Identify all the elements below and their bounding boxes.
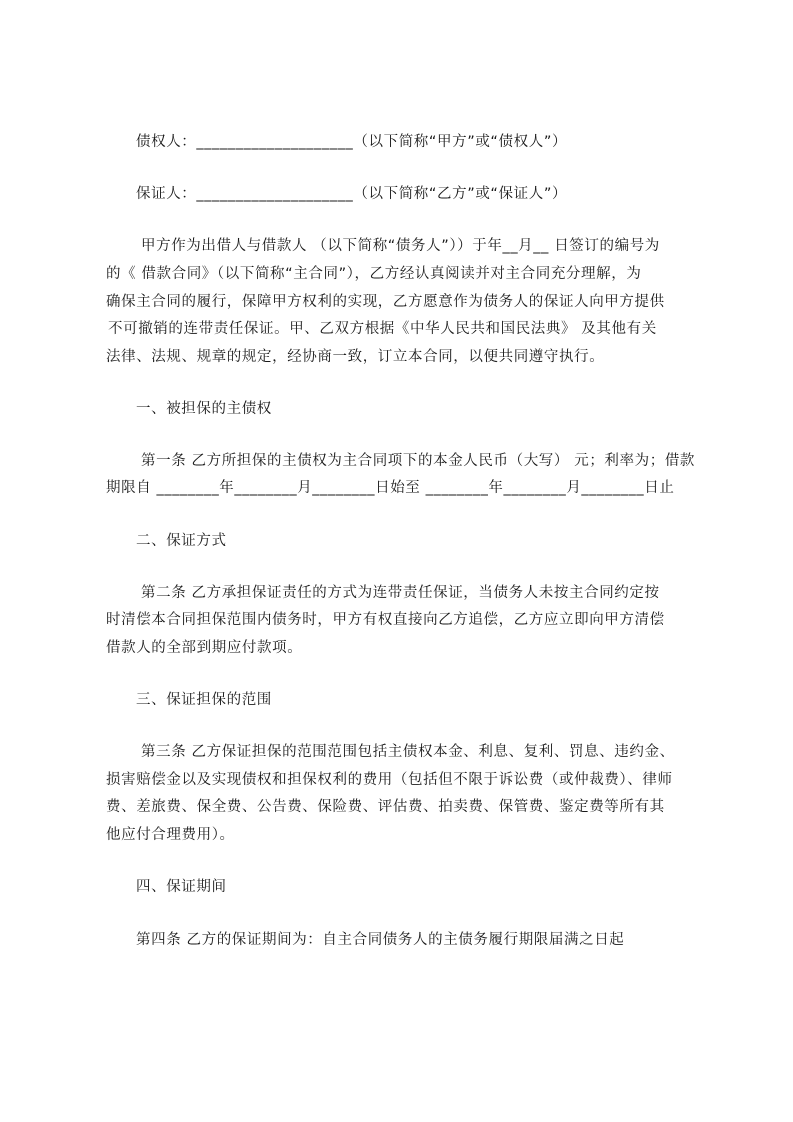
preamble-line-3: 确保主合同的履行，保障甲方权利的实现，乙方愿意作为债务人的保证人向甲方提供 <box>106 294 665 310</box>
article-3-line-4: 他应付合理费用）。 <box>106 827 235 843</box>
article-3-line-2: 损害赔偿金以及实现债权和担保权利的费用（包括但不限于诉讼费（或仲裁费）、律师 <box>106 772 673 788</box>
guarantor-line: 保证人：____________________（以下简称“乙方”或“保证人”） <box>136 186 568 202</box>
preamble-line-4: 不可撤销的连带责任保证。甲、乙双方根据《中华人民共和国民法典》 及其他有关 <box>108 321 657 337</box>
article-4-line-1: 第四条 乙方的保证期间为：自主合同债务人的主债务履行期限届满之日起 <box>136 932 625 948</box>
article-1-line-2: 期限自 ________年________月________日始至 ________年________月________日止 <box>106 480 675 496</box>
article-2-line-1: 第二条 乙方承担保证责任的方式为连带责任保证，当债务人未按主合同约定按 <box>141 585 660 601</box>
article-3-line-1: 第三条 乙方保证担保的范围范围包括主债权本金、利息、复利、罚息、违约金、 <box>141 744 675 760</box>
section-heading-3: 三、保证担保的范围 <box>136 692 272 708</box>
section-heading-2: 二、保证方式 <box>136 533 227 549</box>
article-1-line-1: 第一条 乙方所担保的主债权为主合同项下的本金人民币（大写） 元；利率为；借款 <box>141 453 696 469</box>
creditor-line: 债权人：____________________（以下简称“甲方”或“债权人”） <box>136 134 568 150</box>
article-2-line-2: 时清偿本合同担保范围内债务时，甲方有权直接向乙方追偿，乙方应立即向甲方清偿 <box>106 612 665 628</box>
preamble-line-1: 甲方作为出借人与借款人 （以下简称“债务人”））于年__月__ 日签订的编号为 <box>141 238 660 254</box>
article-2-line-3: 借款人的全部到期应付款项。 <box>106 640 303 656</box>
preamble-line-5: 法律、法规、规章的规定，经协商一致，订立本合同，以便共同遵守执行。 <box>106 349 605 365</box>
preamble-line-2: 的《 借款合同》（以下简称“主合同”），乙方经认真阅读并对主合同充分理解，为 <box>106 266 642 282</box>
section-heading-1: 一、被担保的主债权 <box>136 401 272 417</box>
section-heading-4: 四、保证期间 <box>136 879 227 895</box>
article-3-line-3: 费、差旅费、保全费、公告费、保险费、评估费、拍卖费、保管费、鉴定费等所有其 <box>106 799 665 815</box>
